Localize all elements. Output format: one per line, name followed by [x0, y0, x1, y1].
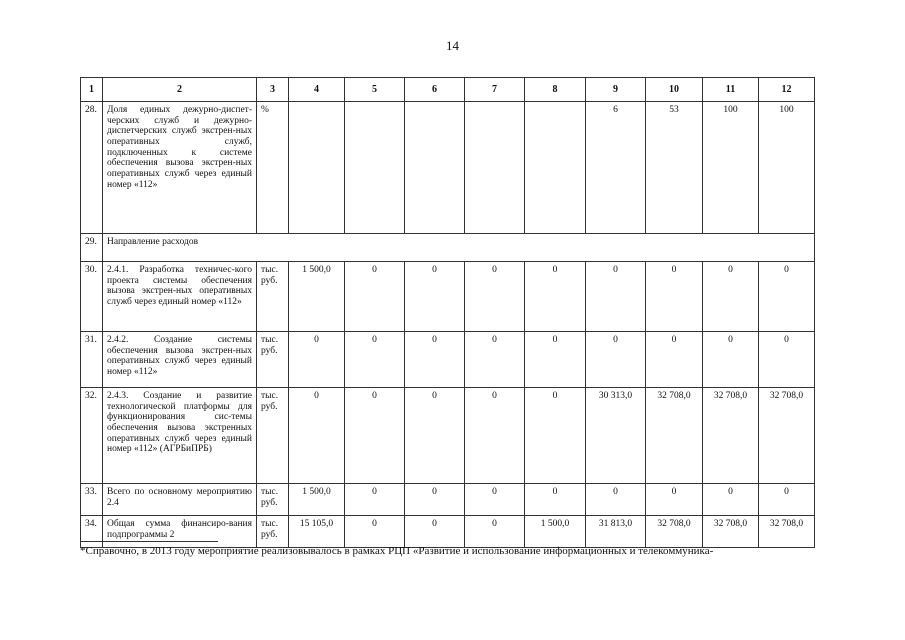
- row-unit: тыс. руб.: [257, 332, 289, 388]
- row-number: 34.: [81, 516, 103, 548]
- value-cell: 0: [289, 388, 345, 484]
- value-cell: 0: [405, 388, 465, 484]
- value-cell: 0: [465, 388, 525, 484]
- row-unit: тыс. руб.: [257, 388, 289, 484]
- page-number: 14: [446, 38, 459, 53]
- header-cell: 8: [525, 78, 586, 102]
- table-row: [81, 262, 815, 332]
- value-cell: 0: [586, 484, 646, 516]
- value-cell: 32 708,0: [703, 516, 759, 548]
- value-cell: 0: [465, 516, 525, 548]
- row-unit: тыс. руб.: [257, 262, 289, 332]
- value-cell: [345, 102, 405, 234]
- value-cell: 0: [646, 484, 703, 516]
- value-cell: 32 708,0: [759, 516, 815, 548]
- row-number: 28.: [81, 102, 103, 234]
- row-unit: тыс. руб.: [257, 484, 289, 516]
- footnote: *Справочно, в 2013 году мероприятие реализовывалось в рамках РЦП «Развитие и использование информационных и телекоммуника-: [80, 545, 714, 557]
- value-cell: [525, 102, 586, 234]
- value-cell: 0: [586, 262, 646, 332]
- table-row: [81, 484, 815, 516]
- value-cell: 0: [759, 332, 815, 388]
- value-cell: [405, 102, 465, 234]
- value-cell: 0: [405, 484, 465, 516]
- value-cell: 1 500,0: [289, 262, 345, 332]
- value-cell: 0: [465, 262, 525, 332]
- row-number: 29.: [81, 234, 103, 262]
- row-name: 2.4.2. Создание системы обеспечения вызова экстрен-ных оперативных служб через единый номер «112»: [103, 332, 257, 388]
- value-cell: 0: [646, 332, 703, 388]
- value-cell: 32 708,0: [646, 516, 703, 548]
- value-cell: 0: [525, 332, 586, 388]
- header-cell: 9: [586, 78, 646, 102]
- data-table: [80, 77, 815, 548]
- value-cell: 15 105,0: [289, 516, 345, 548]
- table-row: [81, 516, 815, 548]
- value-cell: 100: [759, 102, 815, 234]
- header-cell: 10: [646, 78, 703, 102]
- value-cell: 0: [405, 332, 465, 388]
- table-row: [81, 102, 815, 234]
- row-unit: тыс. руб.: [257, 516, 289, 548]
- value-cell: 0: [405, 516, 465, 548]
- value-cell: 0: [703, 332, 759, 388]
- header-cell: 4: [289, 78, 345, 102]
- value-cell: 1 500,0: [525, 516, 586, 548]
- value-cell: [465, 102, 525, 234]
- value-cell: 0: [586, 332, 646, 388]
- row-number: 32.: [81, 388, 103, 484]
- value-cell: 32 708,0: [703, 388, 759, 484]
- row-name: Всего по основному мероприятию 2.4: [103, 484, 257, 516]
- value-cell: 0: [703, 484, 759, 516]
- table-row: [81, 388, 815, 484]
- value-cell: 30 313,0: [586, 388, 646, 484]
- value-cell: 0: [703, 262, 759, 332]
- row-name: 2.4.3. Создание и развитие технологической платформы для функционирования сис-темы обеспечения вызова экстренных оперативных служб через единый номер «112» (АГРБиПРБ): [103, 388, 257, 484]
- value-cell: 0: [345, 516, 405, 548]
- value-cell: [289, 102, 345, 234]
- value-cell: 0: [289, 332, 345, 388]
- value-cell: 100: [703, 102, 759, 234]
- value-cell: 0: [525, 262, 586, 332]
- value-cell: 0: [345, 262, 405, 332]
- value-cell: 31 813,0: [586, 516, 646, 548]
- header-cell: 3: [257, 78, 289, 102]
- section-row: [81, 234, 815, 262]
- header-cell: 7: [465, 78, 525, 102]
- value-cell: 0: [525, 484, 586, 516]
- footnote-divider: [80, 541, 218, 542]
- table-row: [81, 332, 815, 388]
- value-cell: 0: [465, 484, 525, 516]
- value-cell: 0: [405, 262, 465, 332]
- section-title: Направление расходов: [103, 234, 815, 262]
- value-cell: 32 708,0: [759, 388, 815, 484]
- header-cell: 11: [703, 78, 759, 102]
- header-cell: 6: [405, 78, 465, 102]
- header-cell: 2: [103, 78, 257, 102]
- value-cell: 0: [345, 388, 405, 484]
- row-number: 33.: [81, 484, 103, 516]
- row-name: Доля единых дежурно-диспет-черских служб и дежурно-диспетчерских служб экстрен-ных оперативных служб, подключенных к системе обеспечения вызова экстрен-ных оперативных служб через единый номер «112»: [103, 102, 257, 234]
- value-cell: 1 500,0: [289, 484, 345, 516]
- header-cell: 5: [345, 78, 405, 102]
- header-row: [81, 78, 815, 102]
- value-cell: 0: [345, 332, 405, 388]
- value-cell: 0: [646, 262, 703, 332]
- row-number: 30.: [81, 262, 103, 332]
- header-cell: 1: [81, 78, 103, 102]
- row-name: 2.4.1. Разработка техничес-кого проекта системы обеспечения вызова экстрен-ных оперативных служб через единый номер «112»: [103, 262, 257, 332]
- value-cell: 0: [465, 332, 525, 388]
- row-name: Общая сумма финансиро-вания подпрограммы 2: [103, 516, 257, 548]
- value-cell: 0: [345, 484, 405, 516]
- value-cell: 0: [759, 484, 815, 516]
- value-cell: 32 708,0: [646, 388, 703, 484]
- value-cell: 0: [525, 388, 586, 484]
- value-cell: 53: [646, 102, 703, 234]
- header-cell: 12: [759, 78, 815, 102]
- value-cell: 0: [759, 262, 815, 332]
- row-unit: %: [257, 102, 289, 234]
- row-number: 31.: [81, 332, 103, 388]
- value-cell: 6: [586, 102, 646, 234]
